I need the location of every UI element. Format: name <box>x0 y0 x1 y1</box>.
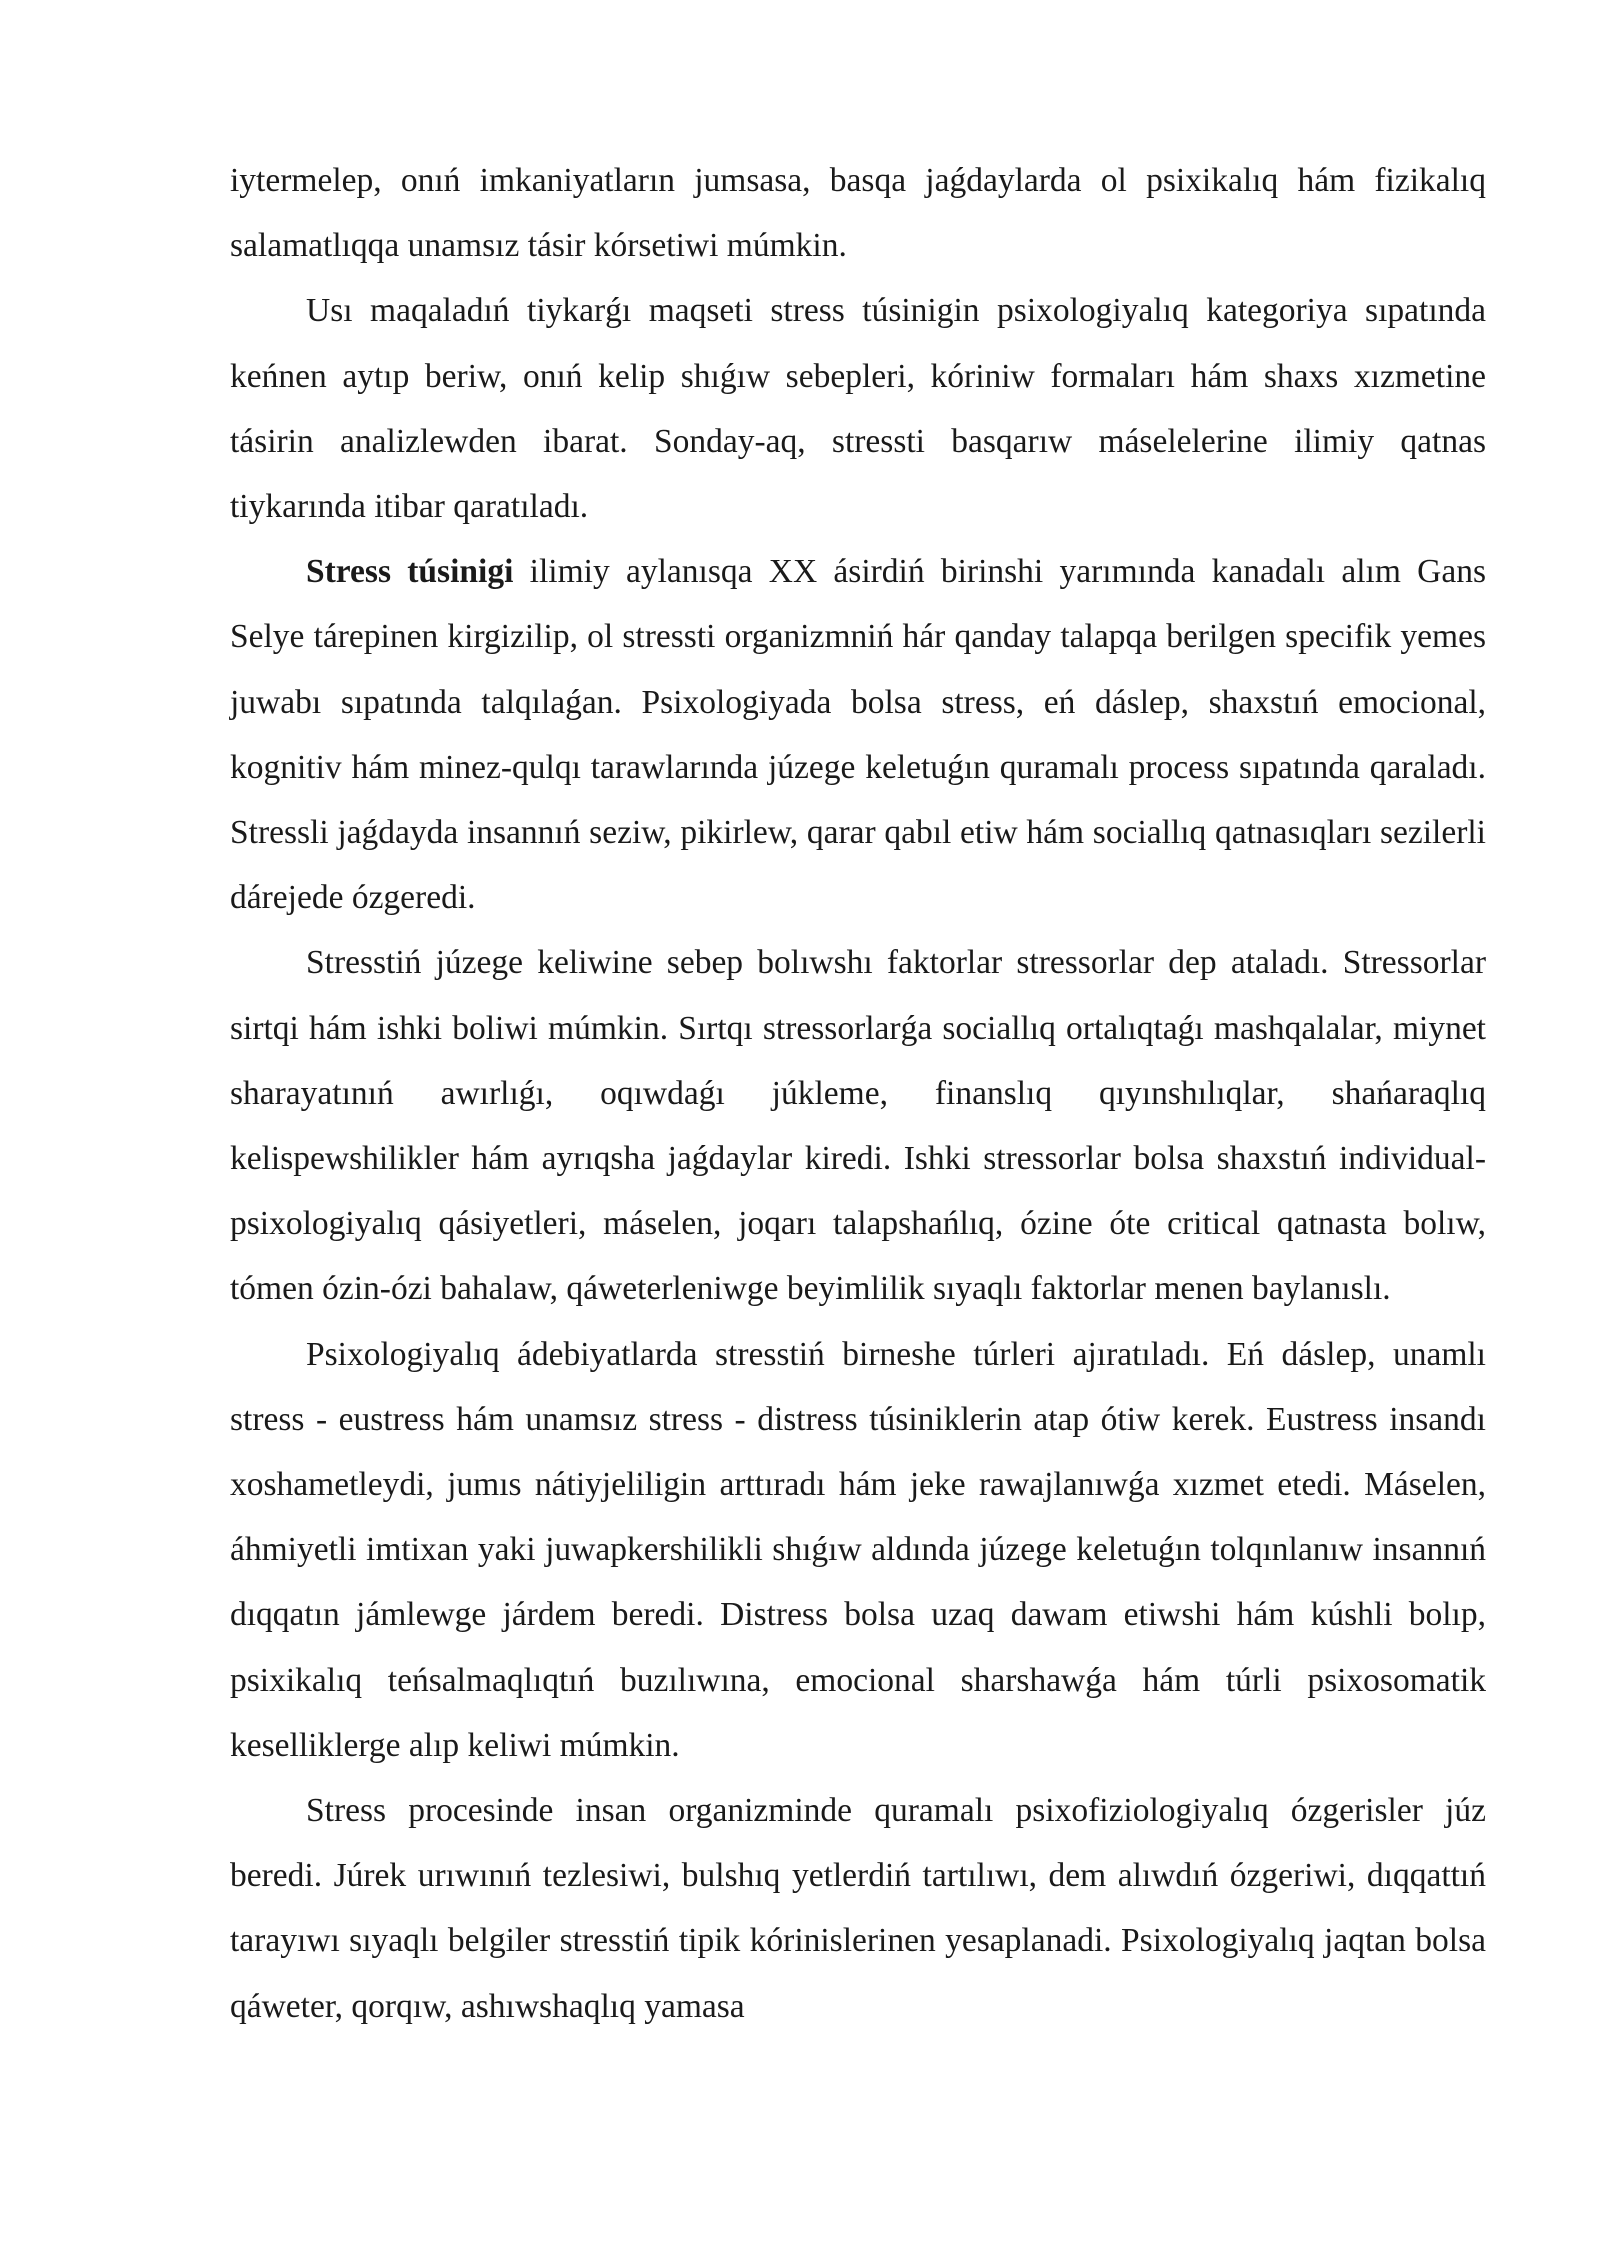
paragraph-5 <box>230 1322 1486 1778</box>
paragraph-3 <box>230 539 1486 930</box>
paragraph-4-text: Stresstiń júzege keliwine sebep bolıwshı faktorlar stressorlar dep ataladı. Stressorlar sirtqi hám ishki boliwi múmkin. Sırtqı stressorlarǵa sociallıq ortalıqtaǵı mashqalalar, miynet sharayatınıń awırlıǵı, oqıwdaǵı júkleme, finanslıq qıyınshılıqlar, shańaraqlıq kelispewshilikler hám ayrıqsha jaǵdaylar kiredi. Ishki stressorlar bolsa shaxstıń individual-psixologiyalıq qásiyetleri, máselen, joqarı talapshańlıq, ózine óte critical qatnasta bolıw, tómen ózin-ózi bahalaw, qáweterleniwge beyimlilik sıyaqlı faktorlar menen baylanıslı. <box>230 944 1486 1308</box>
paragraph-4 <box>230 930 1486 1321</box>
paragraph-1 <box>230 148 1486 278</box>
paragraph-2-text: Usı maqaladıń tiykarǵı maqseti stress túsinigin psixologiyalıq kategoriya sıpatında keńnen aytıp beriw, onıń kelip shıǵıw sebepleri, kóriniw formaları hám shaxs xızmetine tásirin analizlewden ibarat. Sonday-aq, stressti basqarıw máselelerine ilimiy qatnas tiykarında itibar qaratıladı. <box>230 292 1486 526</box>
paragraph-3-text: ilimiy aylanısqa XX ásirdiń birinshi yarımında kanadalı alım Gans Selye tárepinen kirgizilip, ol stressti organizmniń hár qanday talapqa berilgen specifik yemes juwabı sıpatında talqılaǵan. Psixologiyada bolsa stress, eń dáslep, shaxstıń emocional, kognitiv hám minez-qulqı tarawlarında júzege keletuǵın quramalı process sıpatında qaraladı. Stressli jaǵdayda insannıń seziw, pikirlew, qarar qabıl etiw hám sociallıq qatnasıqları sezilerli dárejede ózgeredi. <box>230 553 1487 917</box>
paragraph-6-text: Stress procesinde insan organizminde quramalı psixofiziologiyalıq ózgerisler júz beredi. Júrek urıwınıń tezlesiwi, bulshıq yetlerdiń tartılıwı, dem alıwdıń ózgeriwi, dıqqattıń tarayıwı sıyaqlı belgiler stresstiń tipik kórinislerinen yesaplanadi. Psixologiyalıq jaqtan bolsa qáweter, qorqıw, ashıwshaqlıq yamasa <box>230 1792 1486 2025</box>
document-body <box>230 148 1486 2039</box>
paragraph-1-text: iytermelep, onıń imkaniyatların jumsasa, basqa jaǵdaylarda ol psixikalıq hám fizikalıq salamatlıqqa unamsız tásir kórsetiwi múmkin. <box>230 162 1486 265</box>
paragraph-2 <box>230 278 1486 539</box>
paragraph-6 <box>230 1778 1486 2039</box>
paragraph-5-text: Psixologiyalıq ádebiyatlarda stresstiń birneshe túrleri ajıratıladı. Eń dáslep, unamlı stress - eustress hám unamsız stress - distress túsiniklerin atap ótiw kerek. Eustress insandı xoshametleydi, jumıs nátiyjeliligin arttıradı hám jeke rawajlanıwǵa xızmet etedi. Máselen, áhmiyetli imtixan yaki juwapkershilikli shıǵıw aldında júzege keletuǵın tolqınlanıw insannıń dıqqatın jámlewge járdem beredi. Distress bolsa uzaq dawam etiwshi hám kúshli bolıp, psixikalıq teńsalmaqlıqtıń buzılıwına, emocional sharshawǵa hám túrli psixosomatik keselliklerge alıp keliwi múmkin. <box>230 1335 1486 1764</box>
paragraph-3-bold-term: Stress túsinigi <box>306 553 514 591</box>
